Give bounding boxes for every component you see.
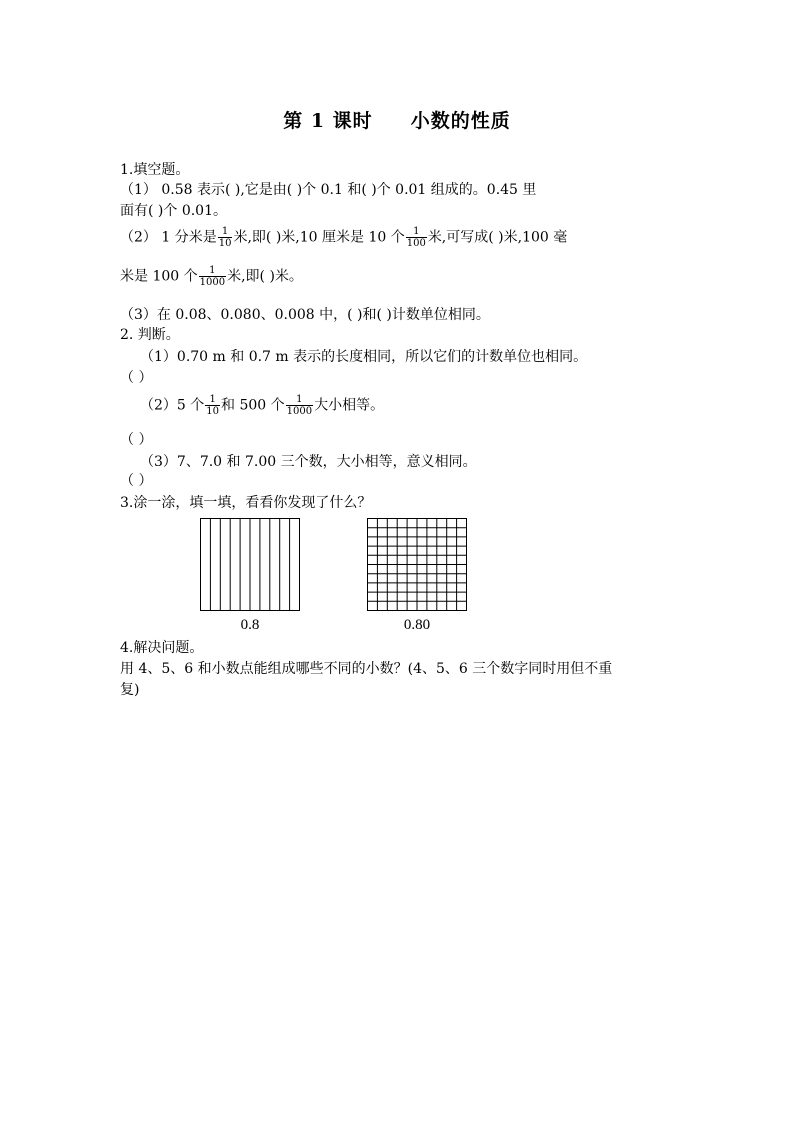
fraction-one-thousandth — [286, 394, 313, 417]
q4-line1: 用 4、5、6 和小数点能组成哪些不同的小数？(4、5、6 三个数字同时用但不重 — [120, 661, 613, 677]
fraction-one-hundredth — [406, 226, 427, 249]
page-title: 第 1 课时 小数的性质 — [283, 110, 511, 132]
hundredths-grid-label: 0.80 — [403, 617, 431, 633]
tenths-grid-label: 0.8 — [240, 617, 260, 633]
fraction-numerator: 1 — [199, 265, 226, 277]
q2-statement3: （3）7、7.0 和 7.00 三个数，大小相等，意义相同。 — [140, 454, 477, 470]
q1-part2-text-e: 米,即( )米。 — [227, 268, 303, 285]
fraction-numerator: 1 — [286, 394, 313, 406]
fraction-one-tenth — [205, 394, 220, 417]
q2-answer3: （ ） — [120, 473, 153, 489]
fraction-denominator: 10 — [206, 406, 219, 417]
tenths-grid — [200, 518, 300, 612]
q1-heading: 1.填空题。 — [120, 162, 190, 178]
fraction-numerator: 1 — [406, 226, 427, 238]
q2-heading: 2. 判断。 — [120, 327, 180, 343]
q2-statement2-text-b: 和 500 个 — [221, 397, 285, 414]
q1-part1-line1: （1） 0.58 表示( ),它是由( )个 0.1 和( )个 0.01 组成的。0.45 里 — [120, 182, 537, 198]
q2-answer2: （ ） — [120, 432, 153, 448]
q4-heading: 4.解决问题。 — [120, 640, 204, 656]
q2-statement2-text-a: （2）5 个 — [140, 397, 205, 414]
q2-statement2 — [140, 394, 384, 417]
fraction-denominator: 1000 — [199, 277, 226, 288]
q1-part2-text-d: 米是 100 个 — [120, 268, 198, 285]
fraction-denominator: 100 — [406, 238, 426, 249]
fraction-numerator: 1 — [218, 226, 233, 238]
q2-answer1: （ ） — [120, 370, 153, 386]
q1-part2-line2 — [120, 265, 303, 288]
q1-part2-text-c: 米,可写成( )米,100 毫 — [427, 229, 568, 246]
q4-line2: 复) — [120, 682, 140, 698]
fraction-one-tenth — [218, 226, 233, 249]
q1-part1-line2: 面有( )个 0.01。 — [120, 203, 227, 219]
q2-statement1: （1）0.70 m 和 0.7 m 表示的长度相同，所以它们的计数单位也相同。 — [140, 349, 588, 365]
fraction-denominator: 10 — [218, 238, 232, 249]
fraction-denominator: 1000 — [286, 406, 313, 417]
q1-part2-text-a: （2） 1 分米是 — [120, 229, 217, 246]
q3-heading: 3.涂一涂，填一填，看看你发现了什么？ — [120, 495, 372, 511]
q1-part2-text-b: 米,即( )米,10 厘米是 10 个 — [233, 229, 405, 246]
hundredths-grid — [367, 518, 467, 612]
q1-part3: （3）在 0.08、0.080、0.008 中，( )和( )计数单位相同。 — [120, 307, 490, 323]
fraction-one-thousandth — [199, 265, 226, 288]
q1-part2-line1 — [120, 226, 567, 249]
q2-statement2-text-c: 大小相等。 — [314, 397, 385, 414]
fraction-numerator: 1 — [205, 394, 220, 406]
